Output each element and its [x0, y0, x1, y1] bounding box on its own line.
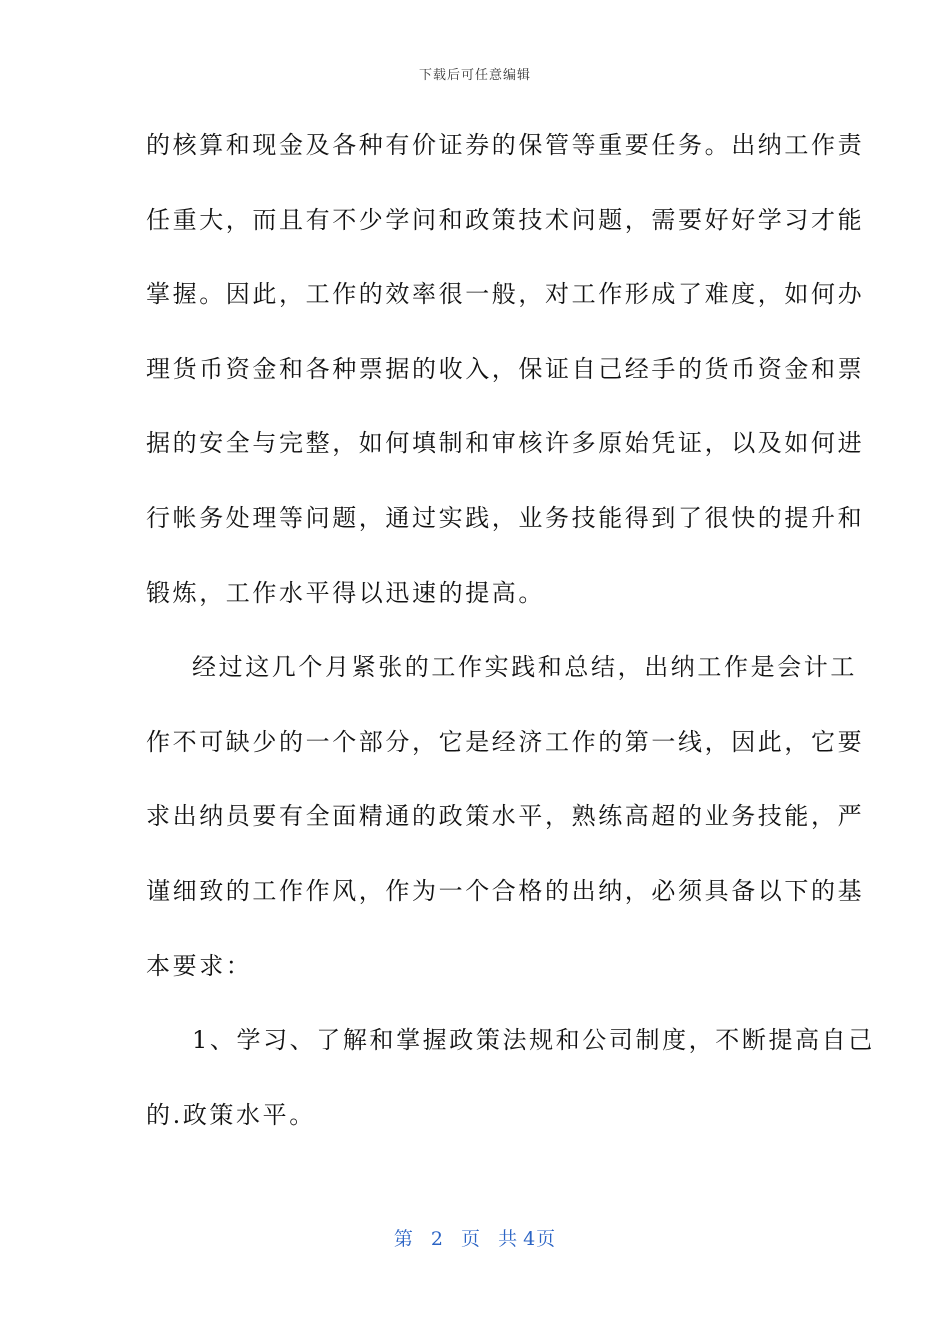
paragraph-line: 作不可缺少的一个部分，它是经济工作的第一线，因此，它要 [146, 727, 865, 756]
current-page-number: 2 [430, 1228, 444, 1250]
total-pages: 4页 [523, 1228, 557, 1250]
paragraph-line: 的.政策水平。 [146, 1100, 316, 1129]
paragraph-line: 经过这几个月紧张的工作实践和总结，出纳工作是会计工 [192, 653, 857, 682]
paragraph-line: 本要求： [146, 951, 253, 980]
page-header: 下载后可任意编辑 [418, 68, 531, 83]
paragraph-line: 理货币资金和各种票据的收入，保证自己经手的货币资金和票 [146, 354, 865, 383]
paragraph-line: 求出纳员要有全面精通的政策水平，熟练高超的业务技能，严 [146, 802, 865, 831]
document-body [146, 124, 875, 1168]
paragraph-line: 的核算和现金及各种有价证券的保管等重要任务。出纳工作责 [146, 131, 865, 159]
paragraph-line: 据的安全与完整，如何填制和审核许多原始凭证，以及如何进 [146, 429, 865, 458]
page-footer [0, 1224, 950, 1251]
paragraph-line: 1、学习、了解和掌握政策法规和公司制度，不断提高自己 [192, 1026, 875, 1055]
footer-prefix: 第 [393, 1228, 414, 1250]
paragraph-line: 任重大，而且有不少学问和政策技术问题，需要好好学习才能 [146, 205, 865, 234]
paragraph-line: 行帐务处理等问题，通过实践，业务技能得到了很快的提升和 [146, 503, 865, 532]
paragraph-line: 谨细致的工作作风，作为一个合格的出纳，必须具备以下的基 [146, 876, 865, 905]
paragraph-line: 掌握。因此，工作的效率很一般，对工作形成了难度，如何办 [146, 280, 865, 309]
footer-total-prefix: 共 [498, 1228, 519, 1250]
footer-page-word: 页 [461, 1228, 482, 1250]
paragraph-line: 锻炼，工作水平得以迅速的提高。 [146, 578, 545, 607]
